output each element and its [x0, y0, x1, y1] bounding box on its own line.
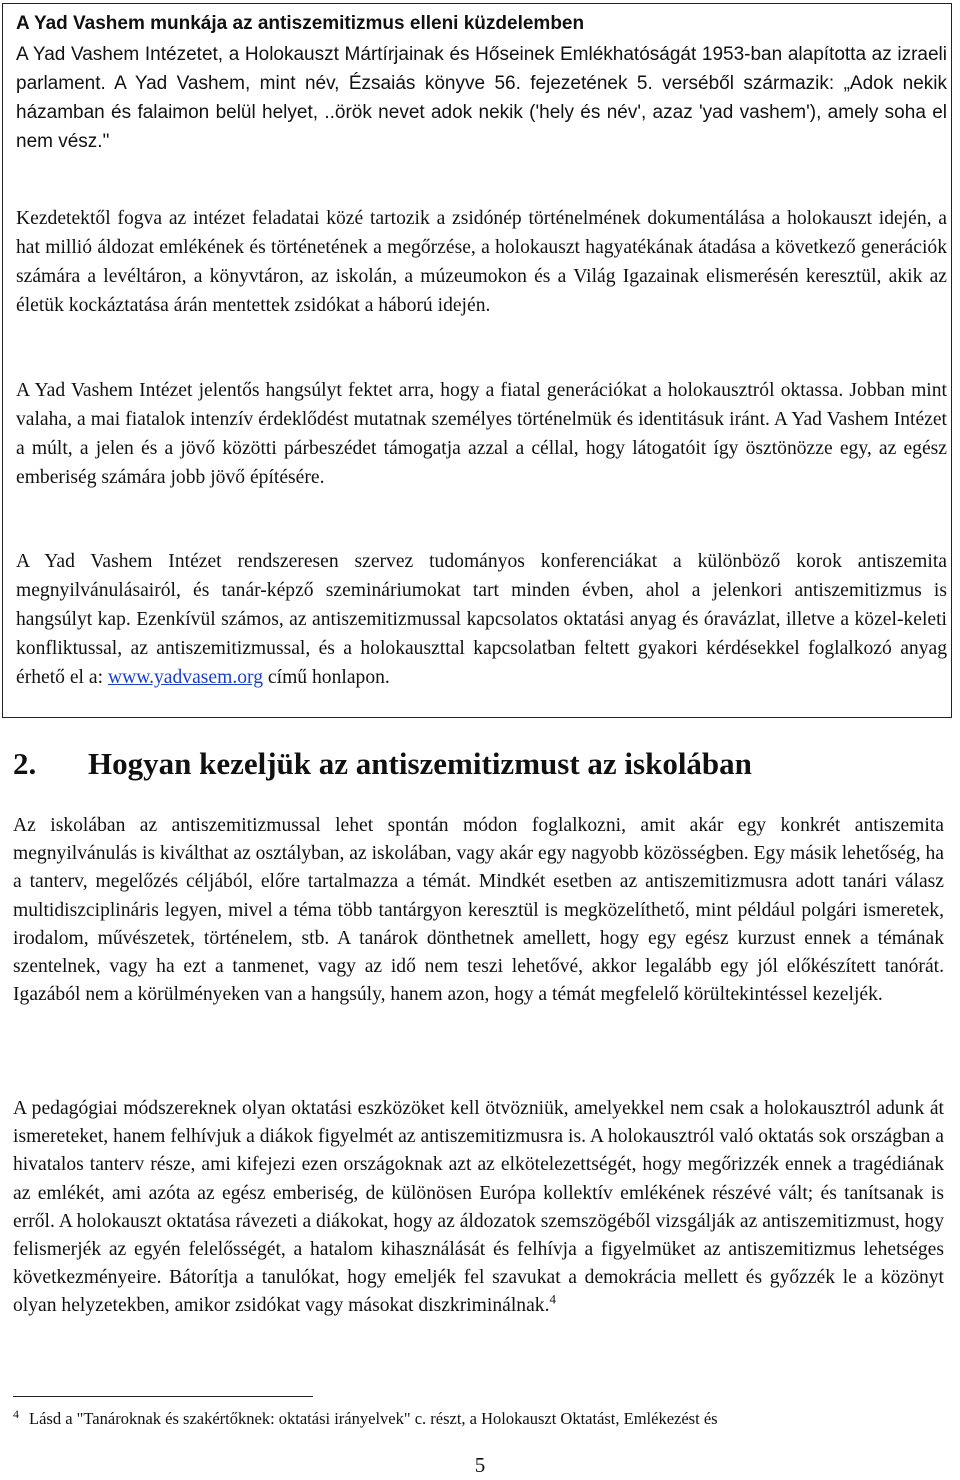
box-paragraph-conferences — [16, 547, 947, 692]
box-paragraph-education: A Yad Vashem Intézet jelentős hangsúlyt fektet arra, hogy a fiatal generációkat a holokausztról oktassa. Jobban mint valaha, a mai fiatalok intenzív érdeklődést mutatnak személyes történelmük és identitásuk iránt. A Yad Vashem Intézet a múlt, a jelen és a jövő közötti párbeszédet támogatja azzal a céllal, hogy látogatóit így ösztönözze egy, az egész emberiség számára jobb jövő építésére. — [16, 380, 947, 488]
footnote — [13, 1408, 944, 1430]
footnote-reference[interactable]: 4 — [549, 1291, 556, 1307]
box-paragraph-mission: Kezdetektől fogva az intézet feladatai közé tartozik a zsidónép történelmének dokumentálása a holokauszt idején, a hat millió áldozat emlékének és történetének a megőrzése, a holokauszt hagyatékának átadása a következő generációk számára a levéltáron, a könyvtáron, az iskolán, a múzeumokon és a Világ Igazainak elismerésén keresztül, akik az életük kockáztatása árán mentettek zsidókat a háború idején. — [16, 208, 947, 316]
footnote-divider — [13, 1396, 313, 1397]
section-heading — [13, 742, 752, 786]
body-paragraph-1: Az iskolában az antiszemitizmussal lehet spontán módon foglalkozni, amit akár egy konkrét antiszemita megnyilvánulás is kiválthat az osztályban, az iskolában, vagy akár egy nagyobb közösségben. Egy másik lehetőség, ha a tanterv, megelőzés céljából, előre tartalmazza a témát. Mindkét esetben az antiszemitizmusra adott tanári válasz multidiszciplináris legyen, mivel a téma több tantárgyon keresztül is megközelíthető, mint például polgári ismeretek, irodalom, művészetek, történelem, stb. A tanárok dönthetnek amellett, hogy egy egész kurzust ennek a témának szentelnek, vagy ha ezt a tanmenet, vagy az idő nem teszi lehetővé, akkor legalább egy jól előkészített tanórát. Igazából nem a körülményeken van a hangsúly, hanem azon, hogy a témát megfelelő körültekintéssel kezeljék. — [13, 815, 944, 1006]
body-paragraph-2-text: A pedagógiai módszereknek olyan oktatási eszközöket kell ötvözniük, amelyekkel nem csak a holokausztról adunk át ismereteket, hanem felhívjuk a diákok figyelmét az antiszemitizmusra is. A holokausztról való oktatás sok országban a hivatalos tanterv része, ami kifejezi ezen országoknak azt az elkötelezettségét, hogy megőrizzék ennek a tragédiának az emlékét, ami azóta az egész emberiség, de különösen Európa kollektív emlékének részévé vált; és tanítsanak is erről. A holokauszt oktatása rávezeti a diákokat, hogy az áldozatok szemszögéből vizsgálják az antiszemitizmust, hogy felismerjék az egyén felelősségét, a hatalom kihasználását és felhívja a figyelmüket az antiszemitizmus lehetséges következményeire. Bátorítja a tanulókat, hogy emeljék fel szavukat a demokrácia mellett és győzzék le a közönyt olyan helyzetekben, amikor zsidókat vagy másokat diszkriminálnak. — [13, 1098, 944, 1317]
body-paragraph-2 — [13, 1095, 944, 1321]
footnote-text: Lásd a "Tanároknak és szakértőknek: oktatási irányelvek" c. részt, a Holokauszt Oktatást, Emlékezést és — [29, 1409, 718, 1428]
info-box — [2, 3, 952, 718]
section-number: 2. — [13, 746, 37, 781]
box-paragraph-intro: A Yad Vashem Intézetet, a Holokauszt Mártírjainak és Hőseinek Emlékhatóságát 1953-ban alapította az izraeli parlament. A Yad Vashem, mint név, Ézsaiás könyve 56. fejezetének 5. verséből származik: „Adok nekik házamban és falaimon belül helyet, ..örök nevet adok nekik ('hely és név', azaz 'yad vashem'), amely soha el nem vész." — [16, 44, 947, 152]
footnote-number: 4 — [13, 1406, 19, 1421]
conferences-text-end: című honlapon. — [263, 667, 390, 688]
conferences-text: A Yad Vashem Intézet rendszeresen szervez tudományos konferenciákat a különböző korok antiszemita megnyilvánulásairól, és tanár-képző szemináriumokat tart minden évben, ahol a jelenkori antiszemitizmus is hangsúlyt kap. Ezenkívül számos, az antiszemitizmussal kapcsolatos oktatási anyag és óravázlat, illetve a közel-keleti konfliktussal, az antiszemitizmussal, és a holokauszttal kapcsolatban feltett gyakori kérdésekkel foglalkozó anyag érhető el a: — [16, 551, 947, 688]
yadvashem-link[interactable]: www.yadvasem.org — [107, 667, 264, 688]
section-title: Hogyan kezeljük az antiszemitizmust az iskolában — [88, 746, 752, 781]
page-number: 5 — [474, 1453, 486, 1477]
box-title: A Yad Vashem munkája az antiszemitizmus elleni küzdelemben — [16, 13, 585, 34]
